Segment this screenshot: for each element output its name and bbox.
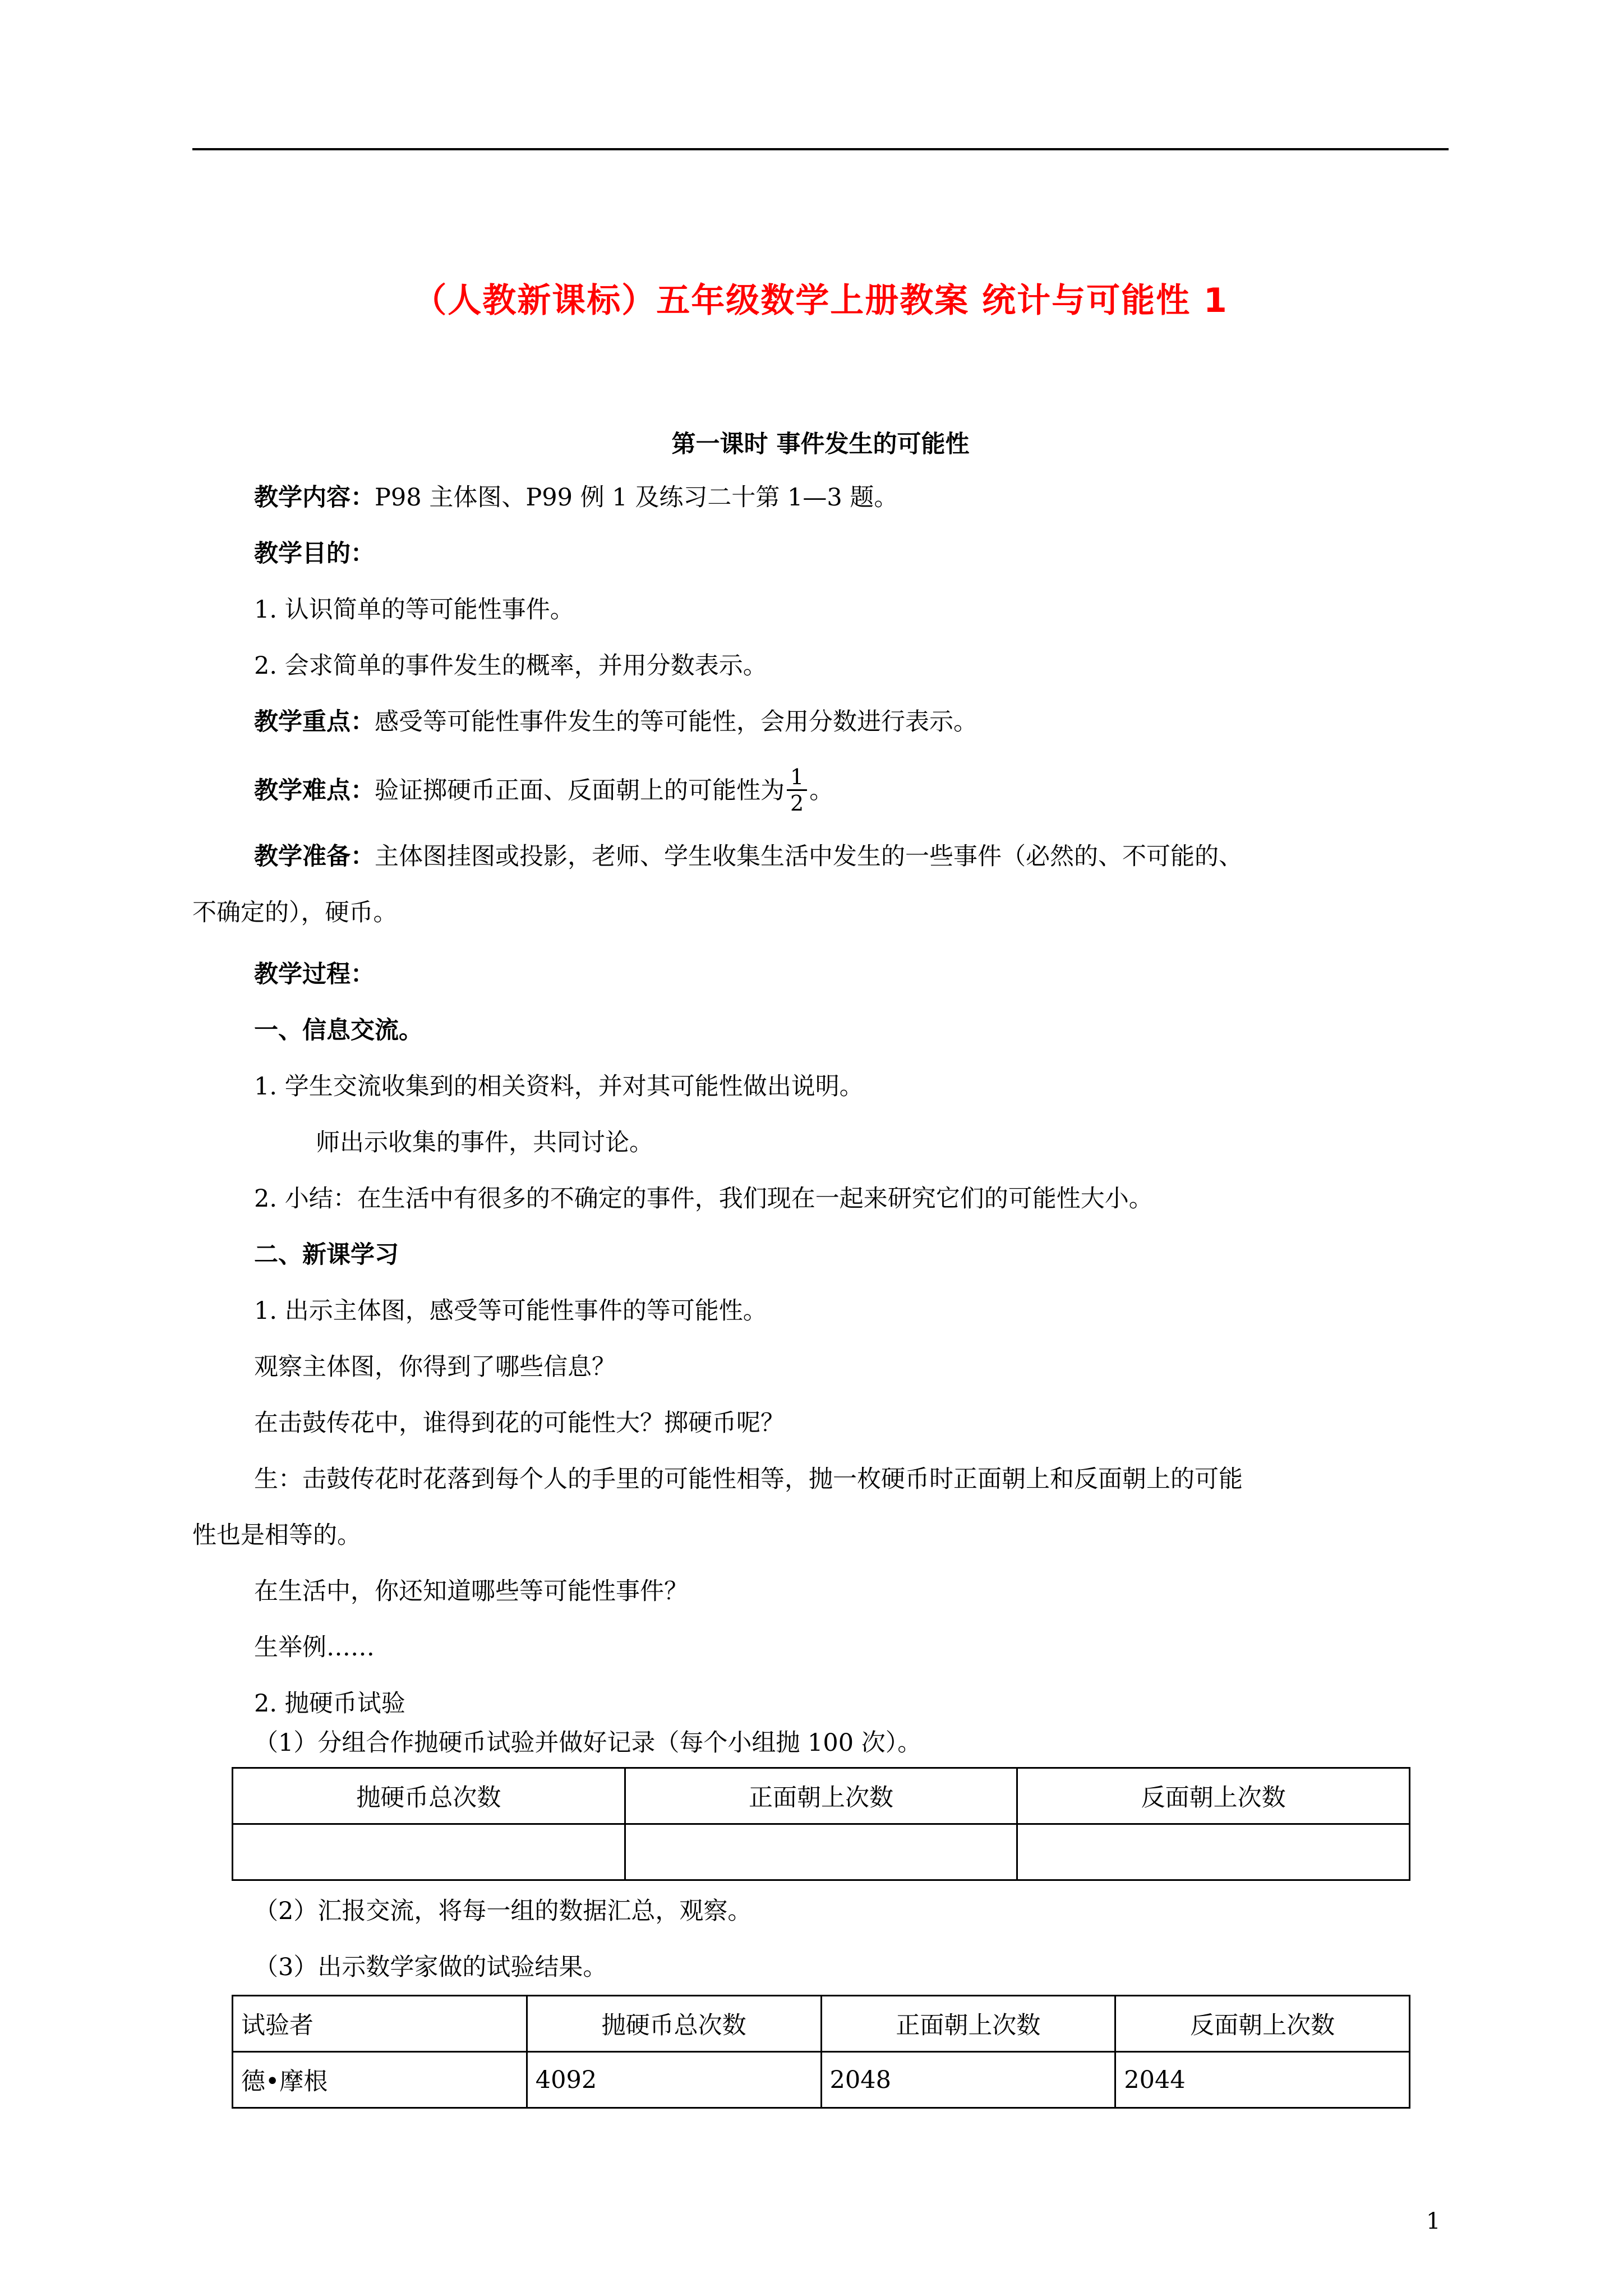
teaching-prep-line-1 <box>254 840 1243 873</box>
table-cell <box>233 1824 625 1880</box>
teaching-difficulty-label: 教学难点： <box>254 776 375 805</box>
document-title: （人教新课标）五年级数学上册教案 统计与可能性 1 <box>413 281 1228 320</box>
section-2-line-7: 2. 抛硬币试验 <box>254 1690 405 1718</box>
table-header-cell: 反面朝上次数 <box>1115 1996 1410 2052</box>
section-2-line-3: 在击鼓传花中，谁得到花的可能性大？掷硬币呢？ <box>254 1409 785 1437</box>
table-cell: 2044 <box>1115 2052 1410 2108</box>
section-1-heading: 一、信息交流。 <box>254 1016 423 1045</box>
table-header-row <box>233 1768 1410 1824</box>
teaching-prep-label: 教学准备： <box>254 843 375 871</box>
teaching-difficulty-line <box>254 767 833 818</box>
goal-2: 2. 会求简单的事件发生的概率，并用分数表示。 <box>254 652 767 680</box>
goal-1: 1. 认识简单的等可能性事件。 <box>254 596 574 624</box>
teaching-process-label: 教学过程： <box>254 960 375 988</box>
teaching-focus-label: 教学重点： <box>254 708 375 736</box>
section-2-line-6: 生举例…… <box>254 1634 375 1662</box>
section-2-line-4b: 性也是相等的。 <box>192 1521 361 1549</box>
teaching-difficulty-text: 验证掷硬币正面、反面朝上的可能性为 <box>375 776 785 805</box>
section-2-line-9: （2）汇报交流，将每一组的数据汇总，观察。 <box>254 1897 752 1925</box>
table-cell <box>625 1824 1017 1880</box>
section-2-line-5: 在生活中，你还知道哪些等可能性事件？ <box>254 1577 688 1605</box>
table-cell <box>1017 1824 1410 1880</box>
section-2-heading: 二、新课学习 <box>254 1241 399 1269</box>
section-1-line-3: 2. 小结：在生活中有很多的不确定的事件，我们现在一起来研究它们的可能性大小。 <box>254 1185 1153 1213</box>
fraction-denominator: 2 <box>790 791 804 816</box>
section-2-line-2: 观察主体图，你得到了哪些信息？ <box>254 1353 616 1381</box>
table-row <box>233 2052 1410 2108</box>
lesson-subtitle: 第一课时 事件发生的可能性 <box>671 430 970 458</box>
mathematician-results-table <box>232 1995 1410 2109</box>
fraction-one-half <box>787 765 807 816</box>
section-1-line-2: 师出示收集的事件，共同讨论。 <box>316 1129 653 1157</box>
teaching-focus-text: 感受等可能性事件发生的等可能性，会用分数进行表示。 <box>375 708 978 736</box>
section-2-line-10: （3）出示数学家做的试验结果。 <box>254 1953 607 1981</box>
table-header-cell: 抛硬币总次数 <box>527 1996 821 2052</box>
page-number: 1 <box>1426 2208 1441 2234</box>
table-header-cell: 试验者 <box>233 1996 527 2052</box>
teaching-goals-label: 教学目的： <box>254 540 375 568</box>
teaching-prep-text-1: 主体图挂图或投影，老师、学生收集生活中发生的一些事件（必然的、不可能的、 <box>375 843 1243 871</box>
table-header-cell: 正面朝上次数 <box>821 1996 1115 2052</box>
table-row <box>233 1824 1410 1880</box>
teaching-difficulty-end: 。 <box>809 776 834 805</box>
table-cell: 2048 <box>821 2052 1115 2108</box>
teaching-prep-line-2: 不确定的），硬币。 <box>192 899 398 927</box>
section-2-line-1: 1. 出示主体图，感受等可能性事件的等可能性。 <box>254 1297 767 1325</box>
section-1-line-1: 1. 学生交流收集到的相关资料，并对其可能性做出说明。 <box>254 1073 864 1101</box>
fraction-numerator: 1 <box>787 765 807 791</box>
header-rule <box>192 148 1449 150</box>
coin-toss-record-table <box>232 1767 1410 1881</box>
table-cell: 4092 <box>527 2052 821 2108</box>
table-cell: 德•摩根 <box>233 2052 527 2108</box>
section-2-line-4a: 生：击鼓传花时花落到每个人的手里的可能性相等，抛一枚硬币时正面朝上和反面朝上的可能 <box>254 1465 1243 1493</box>
table-header-cell: 反面朝上次数 <box>1017 1768 1410 1824</box>
teaching-content-line <box>254 481 898 514</box>
teaching-content-text: P98 主体图、P99 例 1 及练习二十第 1—3 题。 <box>375 484 898 512</box>
table-header-cell: 抛硬币总次数 <box>233 1768 625 1824</box>
teaching-content-label: 教学内容： <box>254 484 375 512</box>
table-header-cell: 正面朝上次数 <box>625 1768 1017 1824</box>
section-2-line-8: （1）分组合作抛硬币试验并做好记录（每个小组抛 100 次）。 <box>254 1729 922 1757</box>
teaching-focus-line <box>254 705 978 739</box>
table-header-row <box>233 1996 1410 2052</box>
